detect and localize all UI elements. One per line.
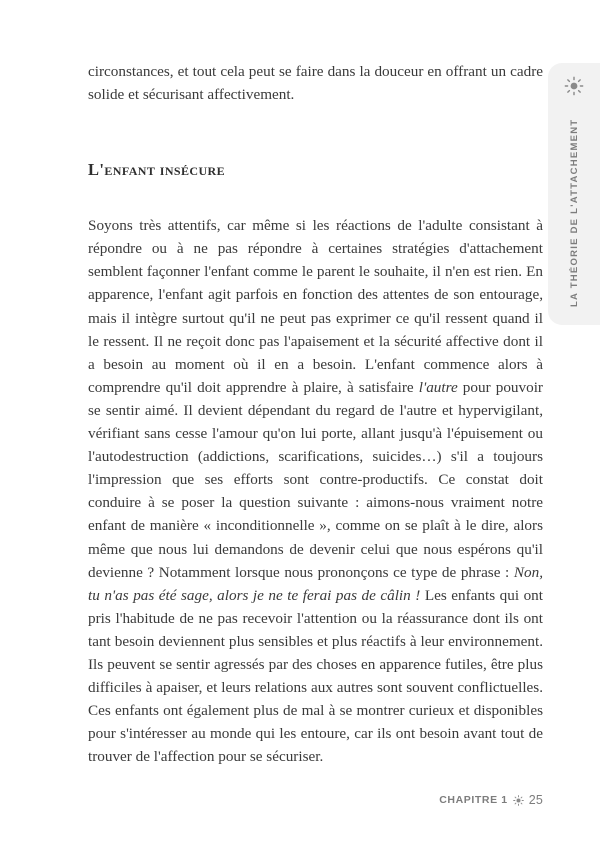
side-tab-label: LA THÉORIE DE L'ATTACHEMENT bbox=[568, 118, 580, 307]
intro-paragraph: circonstances, et tout cela peut se faire dans la douceur en offrant un cadre solide et sécurisant affectivement. bbox=[88, 63, 543, 104]
emphasis-quoted-phrase: Non, tu n'as pas été sage, alors je ne te ferai pas de câlin ! bbox=[88, 563, 543, 604]
side-running-head-tab bbox=[548, 63, 600, 325]
sun-icon bbox=[513, 795, 524, 806]
footer-page-number: 25 bbox=[528, 793, 543, 807]
paragraph-part-2: pour pouvoir se sentir aimé. Il devient dépendant du regard de l'autre et hypervigilant, vérifiant sans cesse l'amour qu'on lui porte, allant jusqu'à l'épuisement ou l'autodestruction (addictions, scarifications, suicides…) s'il a toujours l'impression que ses efforts sont contre-productifs. Ce constat doit conduire à se poser la question suivante : aimons-nous vraiment notre enfant de manière « inconditionnelle », comme on se plaît à le dire, alors même que nous lui demandons de devenir celui que nous espérons qu'il devienne ? Notamment lorsque nous prononçons ce type de phrase : bbox=[88, 378, 543, 581]
paragraph-part-3: Les enfants qui ont pris l'habitude de ne pas recevoir l'attention ou la réassurance dont ils ont tant besoin deviennent plus sensibles et plus réactifs à leur environnement. Ils peuvent se sentir agressés par des choses en apparence futiles, être plus difficiles à apaiser, et leurs relations aux autres sont souvent conflictuelles. Ces enfants ont également plus de mal à se montrer curieux et disponibles pour s'intéresser au monde qui les entoure, car ils ont besoin avant tout de trouver de l'affection pour se sécuriser. bbox=[88, 586, 543, 766]
spacer bbox=[88, 181, 543, 214]
footer-chapter-label: CHAPITRE 1 bbox=[439, 794, 508, 806]
emphasis-lautre: l'autre bbox=[418, 378, 458, 396]
page-footer bbox=[88, 793, 543, 807]
sun-icon bbox=[564, 76, 584, 96]
main-paragraph bbox=[88, 214, 543, 768]
text-column bbox=[88, 60, 543, 768]
spacer bbox=[88, 106, 543, 158]
section-heading: L'enfant insécure bbox=[88, 160, 225, 180]
paragraph-part-1: Soyons très attentifs, car même si les réactions de l'adulte consistant à répondre ou à ne pas répondre à certaines stratégies d'attachement semblent façonner l'enfant comme le parent le souhaite, il n'en est rien. En apparence, l'enfant agit parfois en fonction des attentes de son entourage, mais il intègre surtout qu'il ne peut pas exprimer ce qu'il ressent quand il le ressent. Il ne reçoit donc pas l'apaisement et la sécurité affective dont il a besoin au moment où il en a besoin. L'enfant commence alors à comprendre qu'il doit apprendre à plaire, à satisfaire bbox=[88, 217, 543, 396]
